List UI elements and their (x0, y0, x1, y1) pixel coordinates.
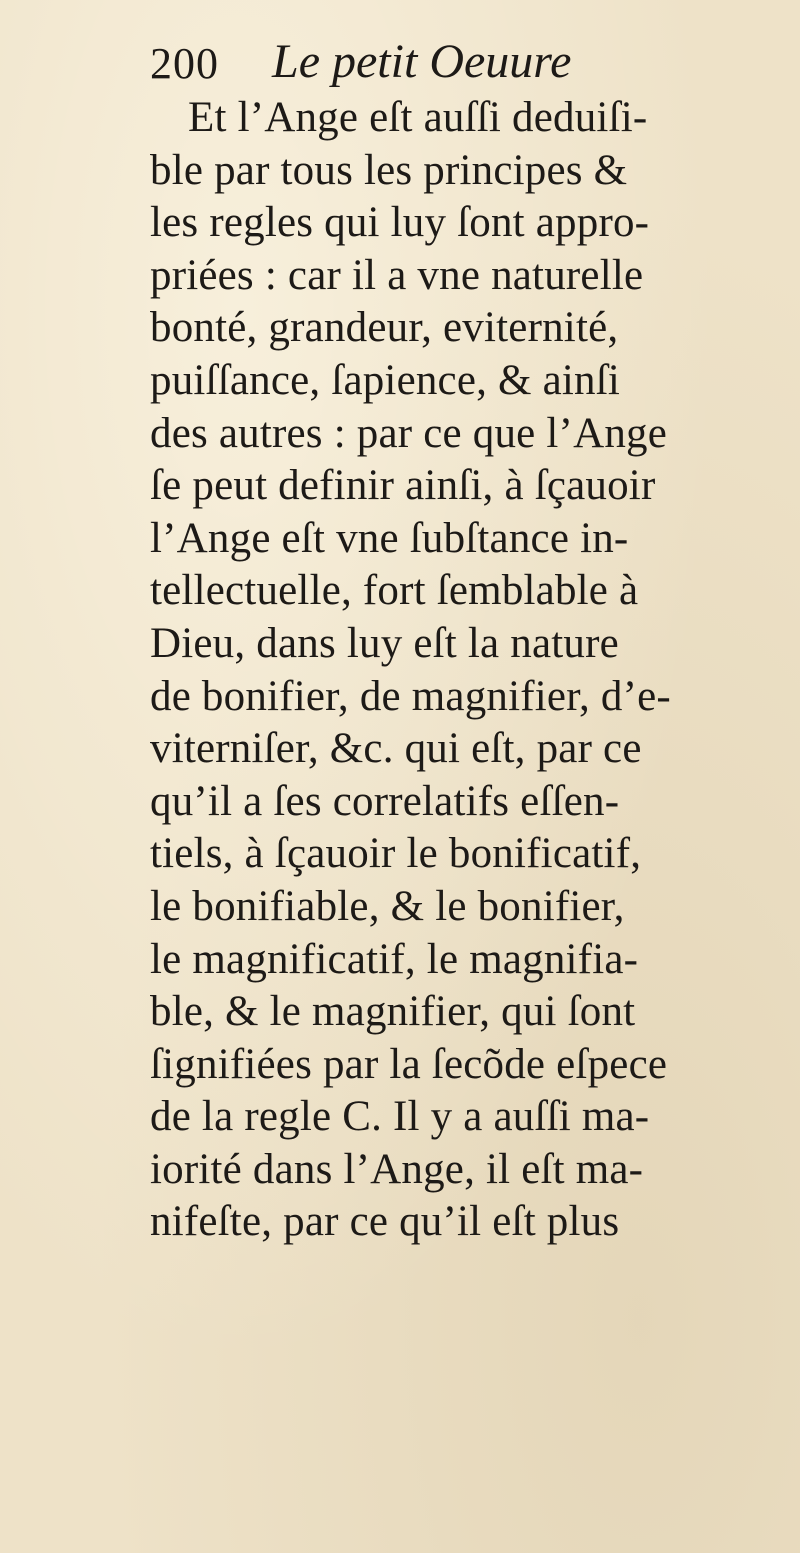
text-line: nifeſte, par ce qu’il eſt plus (150, 1198, 620, 1246)
text-line: iorité dans l’Ange, il eſt ma- (150, 1145, 644, 1193)
text-line: l’Ange eſt vne ſubſtance in- (150, 514, 629, 562)
text-line: ſe peut definir ainſi, à ſçauoir (150, 462, 656, 510)
text-line: bonté, grandeur, eviternité, (150, 304, 619, 352)
text-line: tiels, à ſçauoir le bonificatif, (150, 830, 642, 878)
text-line: puiſſance, ſapience, & ainſi (150, 356, 621, 404)
text-line: de bonifier, de magnifier, d’e- (150, 672, 671, 720)
text-line: priées : car il a vne naturelle (150, 251, 644, 299)
text-line: de la regle C. Il y a auſſi ma- (150, 1093, 650, 1141)
text-line: Et l’Ange eſt auſſi deduiſi- (188, 94, 648, 141)
text-line: le bonifiable, & le bonifier, (150, 882, 625, 930)
text-line: Dieu, dans luy eſt la nature (150, 619, 619, 667)
text-line: viterniſer, &c. qui eſt, par ce (150, 725, 642, 773)
text-line: ble, & le magnifier, qui ſont (150, 988, 636, 1036)
text-line: le magnificatif, le magnifia- (150, 935, 639, 983)
body-text (150, 92, 790, 1249)
running-head: Le petit Oeuure (272, 35, 572, 88)
page-header (150, 34, 770, 94)
text-line: ble par tous les principes & (150, 146, 628, 194)
text-line: qu’il a ſes correlatifs eſſen- (150, 777, 620, 825)
text-line: tellectuelle, fort ſemblable à (150, 567, 639, 615)
text-line: ſignifiées par la ſecõde eſpece (150, 1040, 668, 1088)
text-line: des autres : par ce que l’Ange (150, 409, 668, 457)
text-line: les regles qui luy ſont appro- (150, 199, 650, 247)
page-number: 200 (150, 39, 219, 88)
